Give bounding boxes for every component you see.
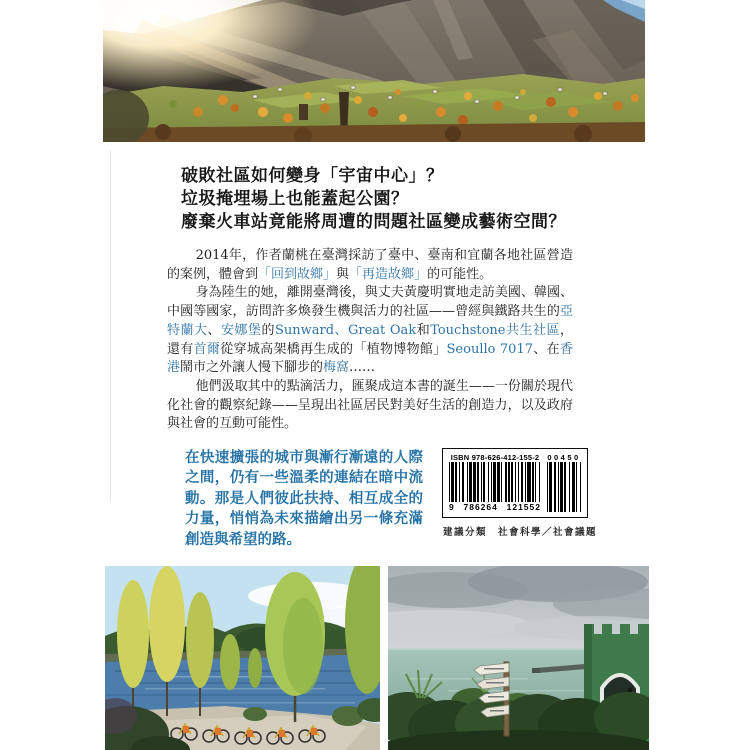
- text-segment: 、: [207, 322, 221, 338]
- seashore-illustration: [388, 566, 649, 750]
- keyword-highlight: 亞特蘭大: [167, 304, 573, 338]
- isbn-barcode-box: [442, 448, 588, 518]
- isbn-label: ISBN 978-626-412-155-2: [450, 453, 540, 462]
- lakeside-illustration: [105, 566, 380, 750]
- ean13-digits: [449, 502, 541, 512]
- keyword-highlight: 「回到故鄉」: [258, 266, 337, 282]
- top-photo-mountain-valley: [103, 0, 645, 142]
- keyword-highlight: 梅窩: [323, 360, 350, 376]
- text-segment: 他們汲取其中的點滴活力，匯聚成這本書的誕生——一份關於現代化社會的觀察紀錄——呈現出社區居民對美好生活的創造力，以及政府與社會的互動可能性。: [167, 378, 573, 432]
- mountain-valley-illustration: [103, 0, 645, 142]
- text-segment: 和: [416, 322, 431, 338]
- text-segment: 的可能性。: [427, 266, 493, 282]
- text-segment: 的: [261, 322, 275, 338]
- keyword-highlight: 「再造故鄉」: [349, 266, 428, 282]
- text-segment: 從穿城高架橋再生成的「植物博物館」: [220, 341, 447, 357]
- ean13-barcode: [449, 453, 541, 512]
- keyword-highlight: Seoullo 7017: [446, 341, 533, 357]
- ruin-tower: [299, 104, 308, 120]
- text-segment: 2014年，作者蘭桃在臺灣採訪了臺中、臺南和宜蘭各地社區營造的案例，體會到: [167, 248, 573, 282]
- text-segment: 、在: [533, 341, 560, 357]
- text-segment: 與: [336, 266, 350, 282]
- closing-quote: 在快速擴張的城市與漸行漸遠的人際之間，仍有一些溫柔的連結在暗中流動。那是人們彼此扶持、相互成全的力量，悄悄為未來描繪出另一條充滿創造與希望的路。: [185, 449, 423, 548]
- synopsis-paragraph-1: [167, 247, 573, 284]
- text-segment: 鬧市之外讓人慢下腳步的: [180, 360, 324, 376]
- text-segment: 身為陸生的她，離開臺灣後，與丈夫黃慶明實地走訪美國、韓國、中國等國家，訪問許多煥發生機與活力的社區——曾經與鐵路共生的: [167, 285, 573, 320]
- foreground-bushes: [388, 688, 649, 750]
- ean13-bars: [449, 462, 541, 502]
- synopsis-paragraph-3: [167, 378, 573, 434]
- synopsis-text: [167, 247, 573, 434]
- headline-block: [181, 165, 566, 234]
- keyword-highlight: Touchstone共生社區: [430, 322, 560, 338]
- ean13-group2: 121552: [506, 502, 541, 512]
- ean13-lead-digit: 9: [449, 502, 455, 512]
- bottom-right-photo-seashore: [388, 566, 649, 750]
- keyword-highlight: Sunward、Great Oak: [274, 322, 417, 338]
- text-segment: ……: [349, 360, 376, 376]
- keyword-highlight: 香港: [167, 341, 573, 376]
- headline-line-2: 垃圾掩埋場上也能蓋起公園？: [181, 189, 409, 209]
- ean13-group1: 786264: [463, 502, 498, 512]
- bottom-left-photo-lakeside: [105, 566, 380, 750]
- cover-crease-line: [110, 150, 111, 502]
- keyword-highlight: 安娜堡: [220, 322, 262, 338]
- synopsis-paragraph-2: [167, 284, 573, 378]
- addon-digits: 00450: [547, 453, 581, 462]
- category-label: 建議分類 社會科學／社會議題: [443, 527, 598, 538]
- headline-line-1: 破敗社區如何變身「宇宙中心」？: [181, 166, 444, 186]
- headline-line-3: 廢棄火車站竟能將周遭的問題社區變成藝術空間？: [181, 212, 566, 232]
- addon-barcode: [547, 453, 581, 512]
- text-segment: ，還有: [167, 322, 573, 357]
- keyword-highlight: 首爾: [193, 341, 221, 357]
- addon-bars: [547, 462, 581, 512]
